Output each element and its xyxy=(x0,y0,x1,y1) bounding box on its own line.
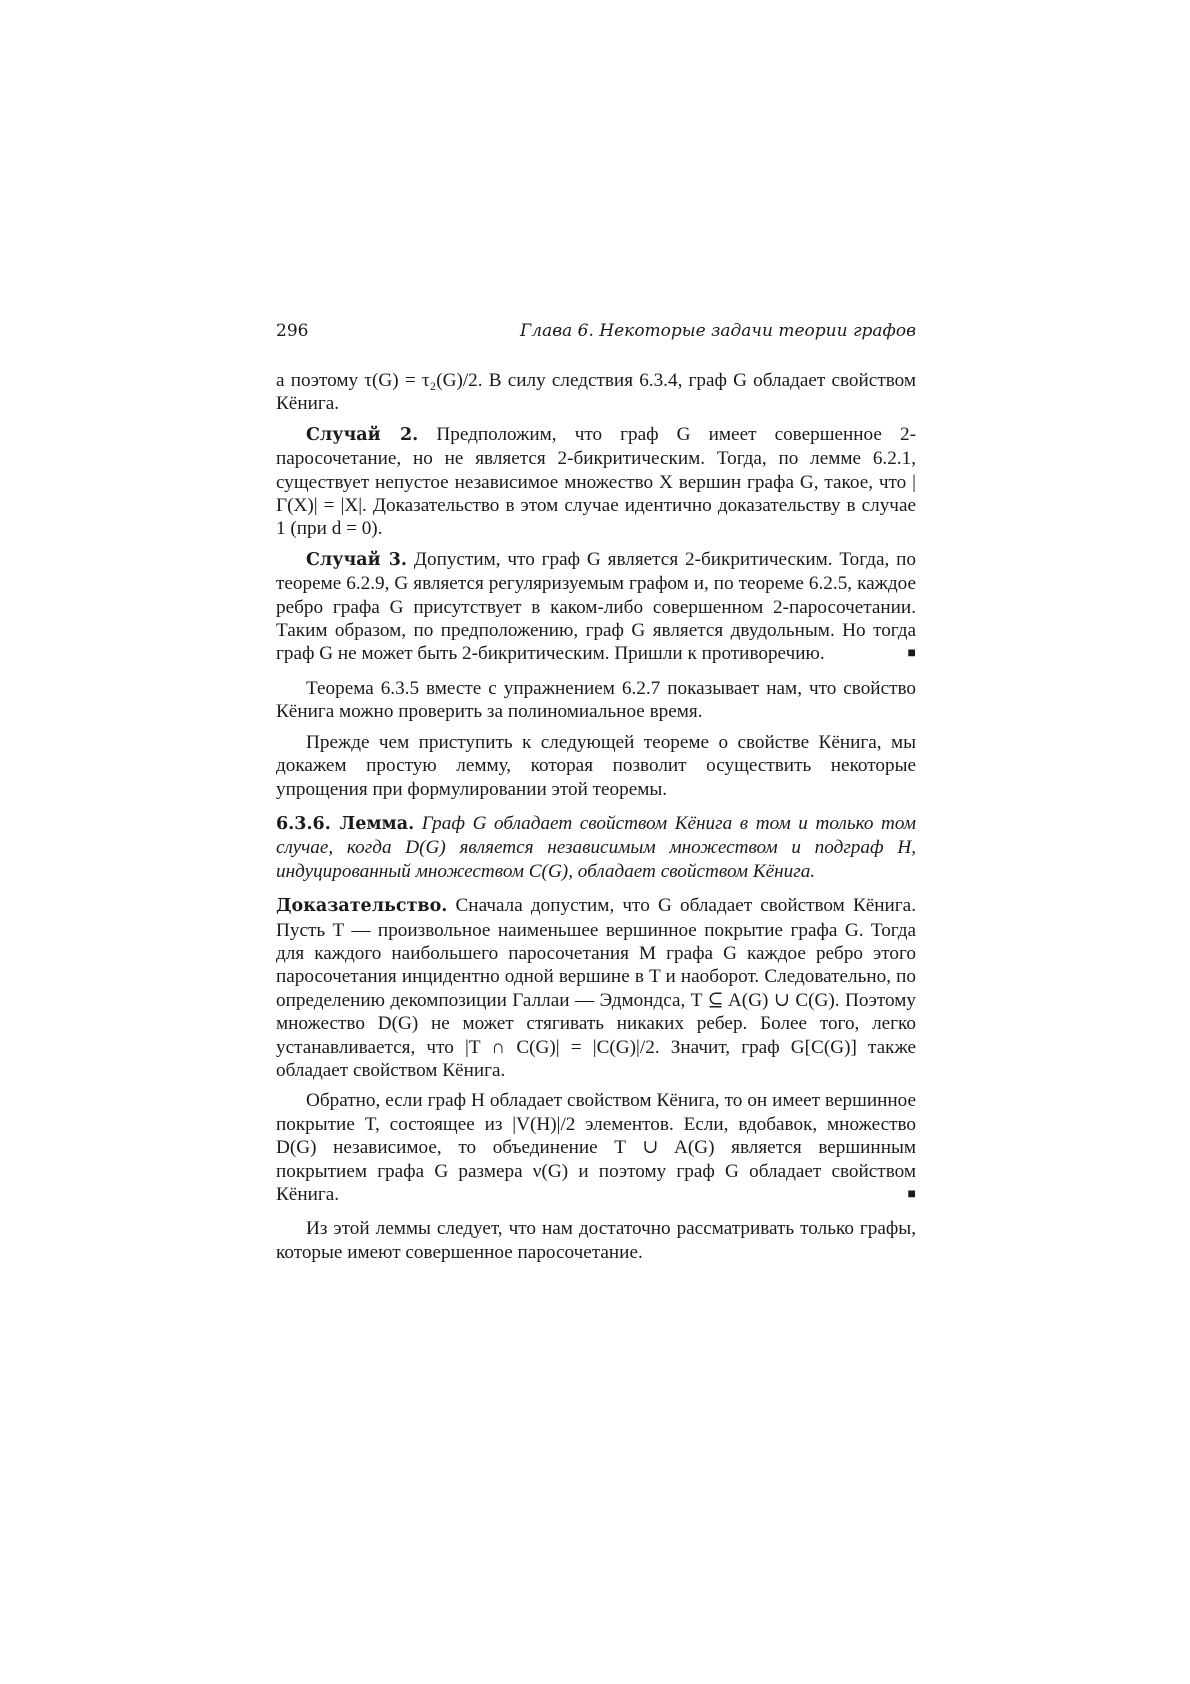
paragraph-converse xyxy=(276,1089,916,1206)
paragraph-case2 xyxy=(276,423,916,541)
case3-text: Допустим, что граф G является 2-бикритическим. Тогда, по теореме 6.2.9, G является регуляризуемым графом и, по теореме 6.2.5, каждое ребро графа G присутствует в каком-либо совершенном 2-паросочетании. Таким образом, по предположению, граф G является двудольным. Но тогда граф G не может быть 2-бикритическим. Пришли к противоречию. xyxy=(276,548,916,665)
lemma-text: Граф G обладает свойством Кёнига в том и только том случае, когда D(G) является независимым множеством и подграф H, индуцированный множеством C(G), обладает свойством Кёнига. xyxy=(276,812,916,882)
body-text xyxy=(276,369,916,1264)
case2-label: Случай 2. xyxy=(306,424,419,445)
lemma-label: 6.3.6. Лемма. xyxy=(276,813,415,834)
paragraph-case1-end: а поэтому τ(G) = τ₂(G)/2. В силу следствия 6.3.4, граф G обладает свойством Кёнига. xyxy=(276,370,916,415)
paragraph-lemma-intro: Прежде чем приступить к следующей теореме о свойстве Кёнига, мы докажем простую лемму, которая позволит осуществить некоторые упрощения при формулировании этой теоремы. xyxy=(276,731,916,800)
qed-mark: ■ xyxy=(907,646,916,662)
running-head xyxy=(276,320,916,342)
qed-mark-2: ■ xyxy=(907,1187,916,1202)
case3-label: Случай 3. xyxy=(306,549,408,570)
paragraph-conclusion: Из этой леммы следует, что нам достаточно рассматривать только графы, которые имеют совершенное паросочетание. xyxy=(276,1218,916,1263)
lemma-statement xyxy=(276,812,916,883)
paragraph-case3 xyxy=(276,548,916,666)
book-page xyxy=(276,320,916,1264)
proof-text: Сначала допустим, что G обладает свойством Кёнига. Пусть T — произвольное наименьшее вершинное покрытие графа G. Тогда для каждого наибольшего паросочетания M графа G каждое ребро этого паросочетания инцидентно одной вершине в T и наоборот. Следовательно, по определению декомпозиции Галлаи — Эдмондса, T ⊆ A(G) ∪ C(G). Поэтому множество D(G) не может стягивать никаких ребер. Более того, легко устанавливается, что |T ∩ C(G)| = |C(G)|/2. Значит, граф G[C(G)] также обладает свойством Кёнига. xyxy=(276,895,916,1081)
case2-text: Предположим, что граф G имеет совершенное 2-паросочетание, но не является 2-бикритическим. Тогда, по лемме 6.2.1, существует непустое независимое множество X вершин графа G, такое, что |Γ(X)| = |X|. Доказательство в этом случае идентично доказательству в случае 1 (при d = 0). xyxy=(276,423,916,540)
paragraph-theorem-remark: Теорема 6.3.5 вместе с упражнением 6.2.7 показывает нам, что свойство Кёнига можно проверить за полиномиальное время. xyxy=(276,677,916,723)
proof-label: Доказательство. xyxy=(276,896,448,917)
proof-paragraph xyxy=(276,894,916,1082)
page-number: 296 xyxy=(276,321,309,341)
chapter-title: Глава 6. Некоторые задачи теории графов xyxy=(520,321,916,341)
converse-text: Обратно, если граф H обладает свойством Кёнига, то он имеет вершинное покрытие T, состоящее из |V(H)|/2 элементов. Если, вдобавок, множество D(G) независимое, то объединение T ∪ A(G) является вершинным покрытием графа G размера ν(G) и поэтому граф G обладает свойством Кёнига. xyxy=(276,1090,916,1205)
